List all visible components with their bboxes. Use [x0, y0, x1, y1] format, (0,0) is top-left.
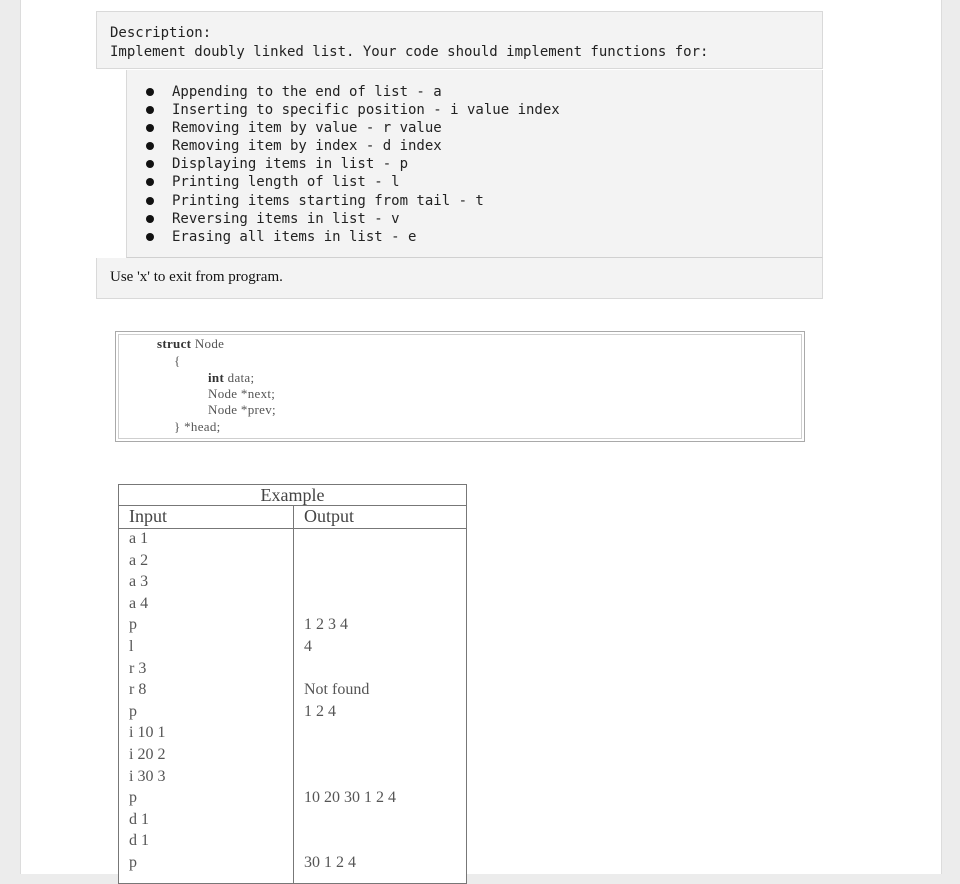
table-cell-output: 4	[304, 638, 312, 655]
input-header: Input	[129, 506, 167, 526]
example-title: Example	[260, 485, 325, 505]
description-label: Description:	[110, 25, 212, 41]
table-cell-input: r 8	[129, 681, 147, 699]
list-item: Displaying items in list - p	[127, 155, 822, 173]
bullet-icon	[146, 106, 154, 114]
table-cell-output: 1 2 4	[304, 702, 336, 720]
code-open-brace: {	[174, 353, 181, 368]
table-cell-input: d 1	[129, 810, 149, 828]
bullet-icon	[146, 215, 154, 223]
struct-keyword: struct	[157, 336, 192, 351]
code-close-head: } *head;	[174, 419, 221, 434]
exit-note	[96, 258, 823, 299]
description-box	[96, 11, 823, 69]
table-cell-input: i 20 2	[129, 746, 166, 763]
table-cell-input: d 1	[129, 832, 149, 850]
table-cell-input: p	[129, 789, 137, 807]
code-line-data	[208, 370, 254, 386]
bullet-icon	[146, 142, 154, 150]
table-cell-input: r 3	[129, 659, 147, 677]
code-line-prev: Node *prev;	[208, 402, 276, 417]
table-cell-input: a 2	[129, 551, 149, 569]
bullet-icon	[146, 88, 154, 96]
table-cell-input: p	[129, 854, 137, 871]
description-text: Implement doubly linked list. Your code should implement functions for:	[110, 44, 709, 60]
table-cell-output: Not found	[304, 681, 370, 699]
list-item: Reversing items in list - v	[127, 210, 822, 228]
bullet-icon	[146, 178, 154, 186]
table-cell-input: p	[129, 616, 137, 634]
table-cell-output: 1 2 3 4	[304, 616, 348, 634]
column-divider	[293, 505, 294, 883]
example-table	[118, 484, 467, 884]
bullet-icon	[146, 124, 154, 132]
code-line-next: Node *next;	[208, 386, 276, 401]
list-item: Inserting to specific position - i value index	[127, 101, 822, 119]
bullet-icon	[146, 160, 154, 168]
bullet-icon	[146, 197, 154, 205]
int-keyword: int	[208, 370, 225, 385]
table-cell-input: i 30 3	[129, 767, 166, 785]
table-cell-input: p	[129, 702, 137, 720]
table-cell-input: a 3	[129, 573, 149, 591]
exit-note-text: Use 'x' to exit from program.	[110, 269, 283, 285]
table-cell-input: l	[129, 638, 134, 655]
code-line-struct	[157, 336, 224, 352]
table-cell-input: a 1	[129, 530, 149, 547]
table-cell-output: 30 1 2 4	[304, 854, 356, 871]
data-field: data;	[227, 370, 255, 385]
function-list	[127, 83, 822, 246]
list-item: Removing item by index - d index	[127, 137, 822, 155]
list-item: Appending to the end of list - a	[127, 83, 822, 101]
table-cell-output: 10 20 30 1 2 4	[304, 789, 396, 807]
list-item: Removing item by value - r value	[127, 119, 822, 137]
function-list-box	[126, 70, 823, 258]
list-item: Erasing all items in list - e	[127, 228, 822, 246]
table-cell-input: a 4	[129, 594, 149, 612]
struct-name: Node	[194, 336, 225, 351]
list-item: Printing length of list - l	[127, 173, 822, 191]
bullet-icon	[146, 233, 154, 241]
table-cell-input: i 10 1	[129, 724, 166, 742]
list-item: Printing items starting from tail - t	[127, 192, 822, 210]
struct-code-block	[115, 331, 805, 442]
output-header: Output	[304, 506, 355, 526]
